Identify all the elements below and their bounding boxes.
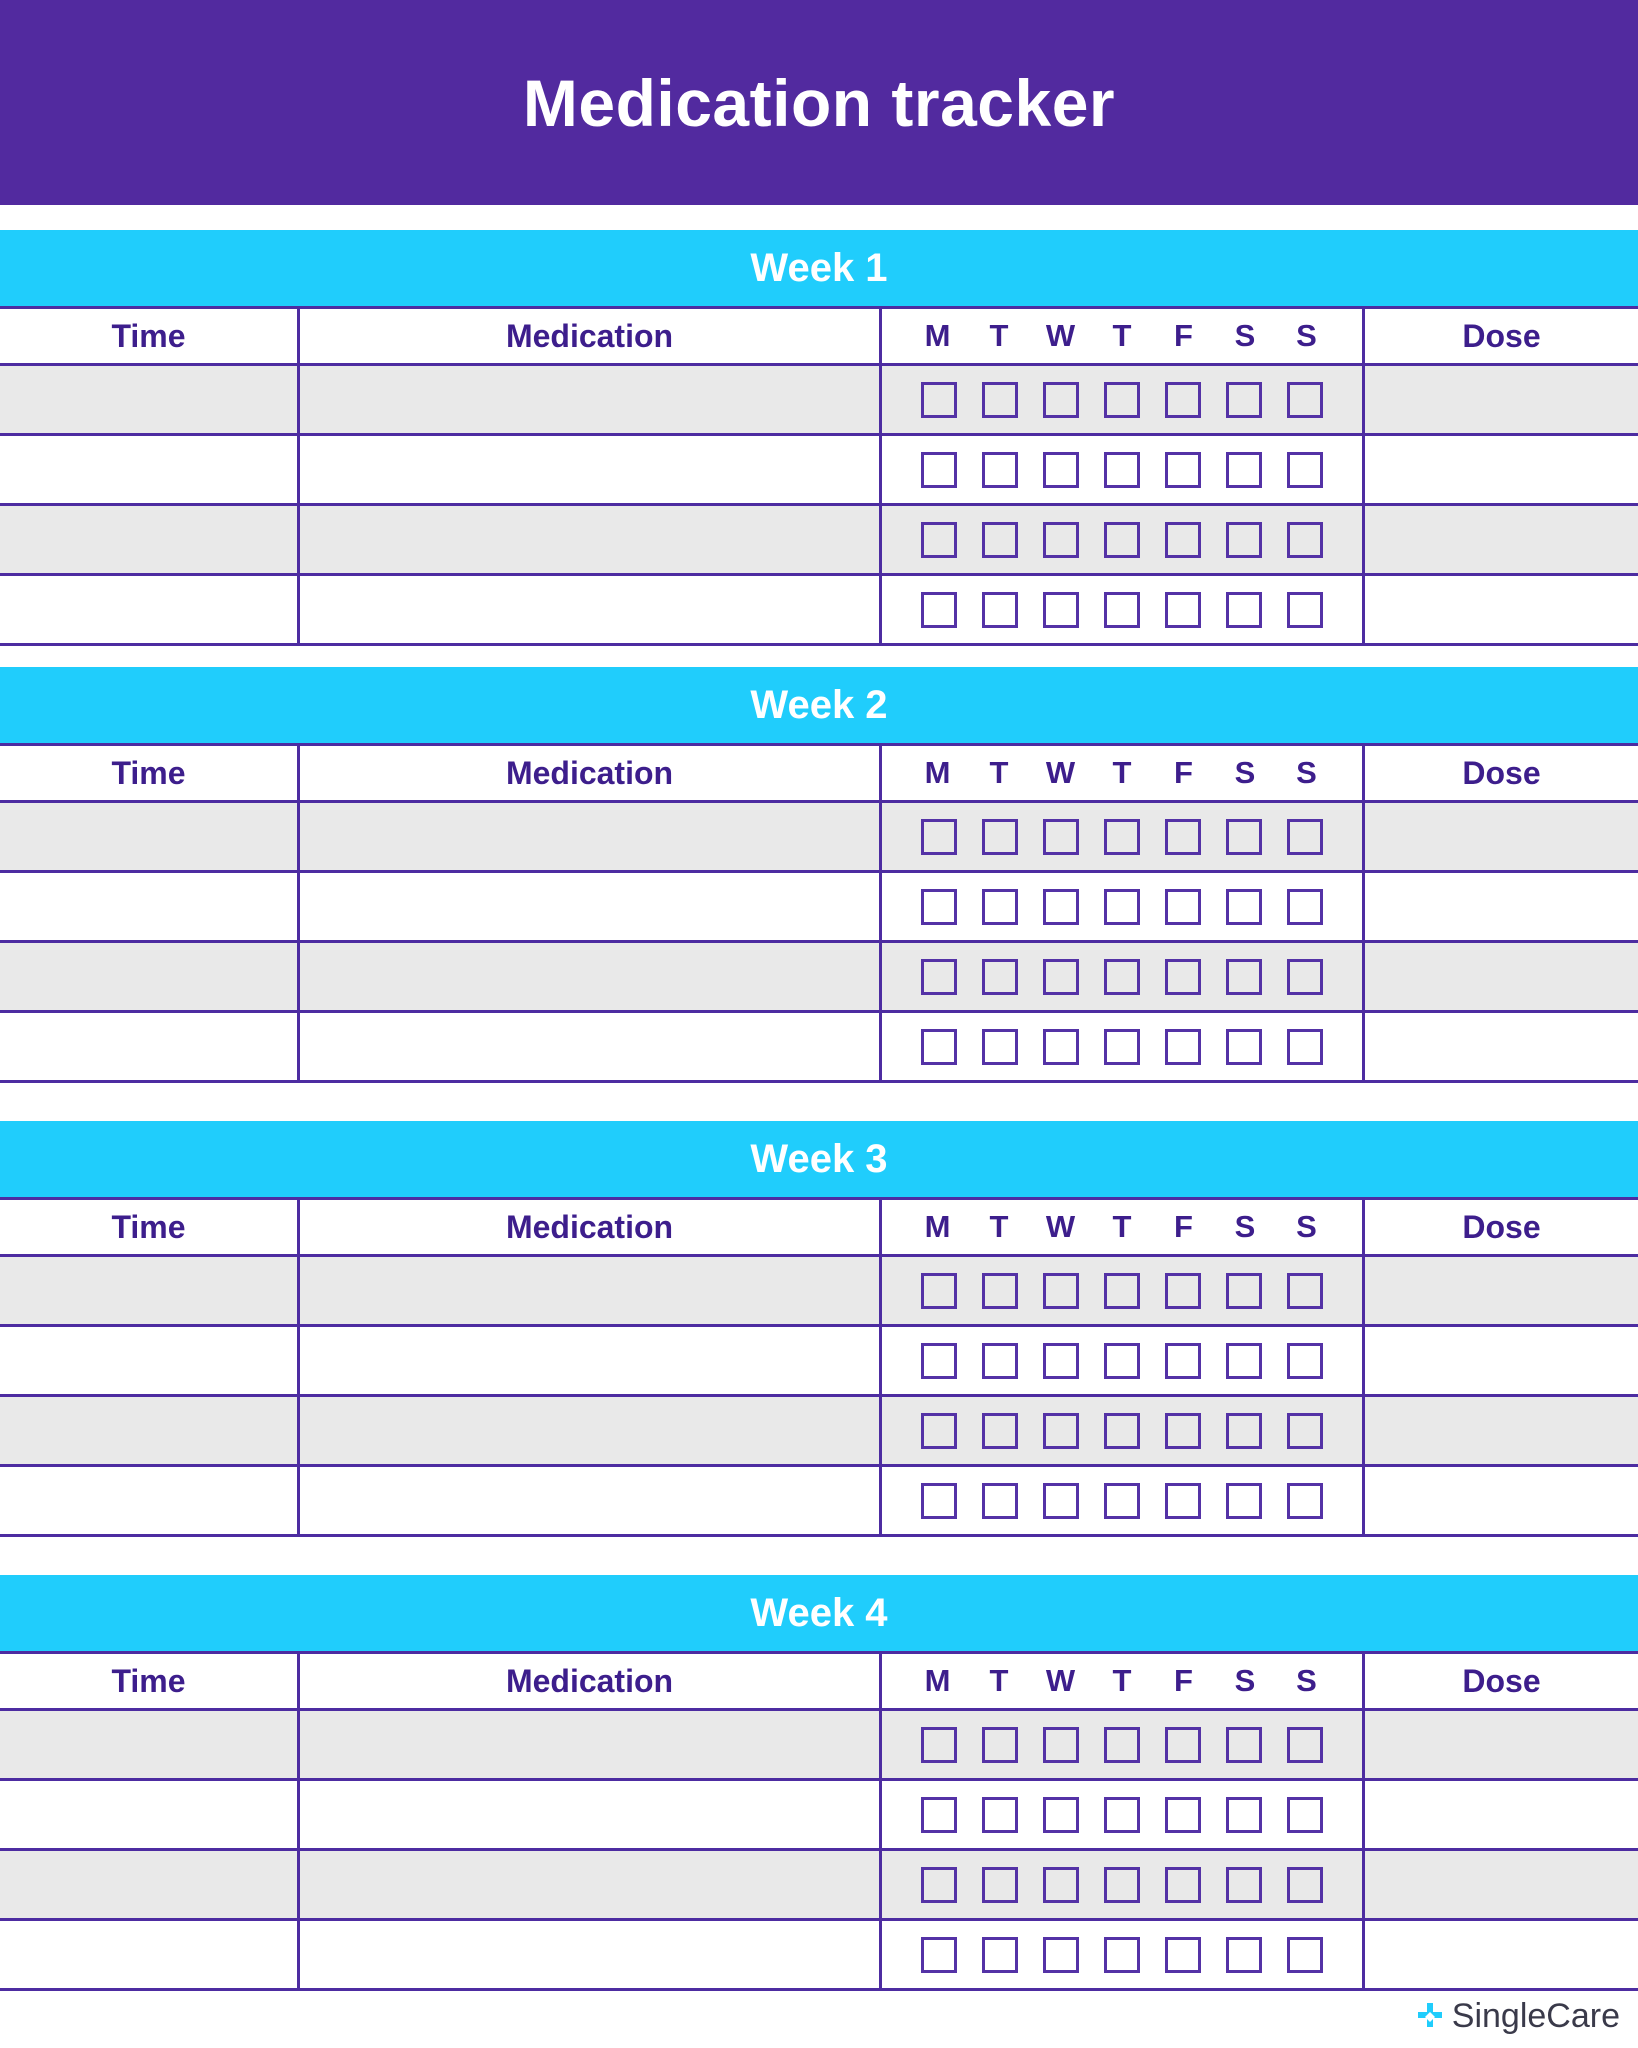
day-checkbox[interactable]: [1287, 1273, 1323, 1309]
day-label: W: [1045, 318, 1076, 353]
medication-cell[interactable]: [300, 1851, 882, 1918]
week-section: [0, 230, 1638, 646]
day-label: T: [1112, 1663, 1132, 1698]
dose-cell[interactable]: [1365, 1851, 1638, 1918]
day-checkbox[interactable]: [1165, 1937, 1201, 1973]
day-checkbox[interactable]: [1043, 1273, 1079, 1309]
page-header: [0, 0, 1638, 205]
day-checkboxes: [882, 803, 1365, 870]
medication-cell[interactable]: [300, 1013, 882, 1080]
day-checkbox[interactable]: [982, 1867, 1018, 1903]
day-checkbox[interactable]: [1226, 592, 1262, 628]
time-cell[interactable]: [0, 803, 300, 870]
day-checkboxes: [882, 1851, 1365, 1918]
day-checkbox[interactable]: [1165, 1273, 1201, 1309]
dose-cell[interactable]: [1365, 1781, 1638, 1848]
day-checkbox[interactable]: [1165, 522, 1201, 558]
dose-cell[interactable]: [1365, 1397, 1638, 1464]
medication-cell[interactable]: [300, 1257, 882, 1324]
day-checkbox[interactable]: [921, 1937, 957, 1973]
day-checkbox[interactable]: [1165, 1483, 1201, 1519]
day-checkboxes: [882, 1327, 1365, 1394]
day-checkbox[interactable]: [1226, 1937, 1262, 1973]
medication-cell[interactable]: [300, 873, 882, 940]
day-checkbox[interactable]: [1226, 1413, 1262, 1449]
day-checkbox[interactable]: [982, 1937, 1018, 1973]
day-checkbox[interactable]: [921, 959, 957, 995]
day-checkboxes: [882, 1921, 1365, 1988]
week-table: [0, 1197, 1638, 1537]
day-checkbox[interactable]: [921, 382, 957, 418]
day-checkbox[interactable]: [1287, 592, 1323, 628]
day-checkbox[interactable]: [1043, 1937, 1079, 1973]
day-checkbox[interactable]: [921, 889, 957, 925]
dose-cell[interactable]: [1365, 576, 1638, 643]
dose-cell[interactable]: [1365, 943, 1638, 1010]
days-column-header: [882, 746, 1365, 800]
day-checkbox[interactable]: [982, 1029, 1018, 1065]
day-checkbox[interactable]: [982, 889, 1018, 925]
day-checkbox[interactable]: [1226, 1343, 1262, 1379]
time-cell[interactable]: [0, 1781, 300, 1848]
day-checkbox[interactable]: [1226, 522, 1262, 558]
day-checkbox[interactable]: [1043, 382, 1079, 418]
table-row: [0, 943, 1638, 1013]
day-checkbox[interactable]: [1043, 1029, 1079, 1065]
table-row: [0, 1257, 1638, 1327]
day-checkbox[interactable]: [1287, 1937, 1323, 1973]
dose-cell[interactable]: [1365, 1327, 1638, 1394]
dose-column-header: Dose: [1462, 754, 1541, 791]
table-row: [0, 366, 1638, 436]
day-checkbox[interactable]: [982, 522, 1018, 558]
table-row: [0, 1711, 1638, 1781]
day-checkbox[interactable]: [1043, 819, 1079, 855]
day-checkbox[interactable]: [921, 1797, 957, 1833]
day-label: S: [1234, 1209, 1256, 1244]
medication-cell[interactable]: [300, 1327, 882, 1394]
dose-cell[interactable]: [1365, 803, 1638, 870]
day-checkbox[interactable]: [1104, 1797, 1140, 1833]
day-checkbox[interactable]: [982, 1727, 1018, 1763]
day-checkbox[interactable]: [921, 1413, 957, 1449]
time-cell[interactable]: [0, 1013, 300, 1080]
day-checkbox[interactable]: [1226, 452, 1262, 488]
day-label: F: [1174, 1209, 1193, 1244]
day-label: W: [1045, 1663, 1076, 1698]
day-checkboxes: [882, 943, 1365, 1010]
table-row: [0, 1327, 1638, 1397]
day-checkbox[interactable]: [1287, 382, 1323, 418]
medication-cell[interactable]: [300, 506, 882, 573]
day-checkbox[interactable]: [1226, 889, 1262, 925]
table-header-row: [0, 1197, 1638, 1257]
day-label: T: [1112, 318, 1132, 353]
dose-column-header: Dose: [1462, 1662, 1541, 1699]
day-checkbox[interactable]: [1226, 382, 1262, 418]
day-checkbox[interactable]: [1043, 592, 1079, 628]
day-checkbox[interactable]: [1043, 1727, 1079, 1763]
day-checkboxes: [882, 873, 1365, 940]
table-row: [0, 576, 1638, 646]
day-checkbox[interactable]: [1165, 452, 1201, 488]
medication-cell[interactable]: [300, 1397, 882, 1464]
day-checkbox[interactable]: [1104, 959, 1140, 995]
singlecare-logo: [1414, 1997, 1620, 2036]
week-section: [0, 1121, 1638, 1537]
time-cell[interactable]: [0, 366, 300, 433]
day-checkbox[interactable]: [982, 819, 1018, 855]
day-checkbox[interactable]: [1165, 592, 1201, 628]
day-label: W: [1045, 755, 1076, 790]
day-checkbox[interactable]: [1043, 1797, 1079, 1833]
time-column-header: Time: [0, 746, 300, 800]
table-row: [0, 1851, 1638, 1921]
medication-cell[interactable]: [300, 1781, 882, 1848]
day-label: T: [1112, 1209, 1132, 1244]
day-checkbox[interactable]: [1287, 1867, 1323, 1903]
day-label: M: [924, 1209, 951, 1244]
table-row: [0, 1467, 1638, 1537]
time-cell[interactable]: [0, 1327, 300, 1394]
day-checkbox[interactable]: [982, 592, 1018, 628]
day-label: S: [1234, 755, 1256, 790]
day-checkbox[interactable]: [1104, 452, 1140, 488]
day-label: M: [924, 755, 951, 790]
day-checkbox[interactable]: [1104, 1343, 1140, 1379]
day-checkbox[interactable]: [1165, 1343, 1201, 1379]
dose-column-header: Dose: [1462, 1208, 1541, 1245]
day-checkbox[interactable]: [1043, 1343, 1079, 1379]
logo-text: SingleCare: [1451, 1997, 1620, 2035]
medication-cell[interactable]: [300, 366, 882, 433]
table-header-row: [0, 743, 1638, 803]
table-row: [0, 1921, 1638, 1991]
day-checkbox[interactable]: [1104, 1483, 1140, 1519]
day-checkbox[interactable]: [982, 1273, 1018, 1309]
day-checkbox[interactable]: [1165, 1867, 1201, 1903]
day-checkbox[interactable]: [1104, 889, 1140, 925]
day-label: S: [1234, 318, 1256, 353]
dose-cell[interactable]: [1365, 506, 1638, 573]
medication-cell[interactable]: [300, 943, 882, 1010]
day-label: T: [989, 755, 1009, 790]
day-checkbox[interactable]: [1165, 1727, 1201, 1763]
table-header-row: [0, 306, 1638, 366]
day-checkbox[interactable]: [1043, 1867, 1079, 1903]
day-checkboxes: [882, 1397, 1365, 1464]
medication-cell[interactable]: [300, 803, 882, 870]
table-row: [0, 506, 1638, 576]
week-table: [0, 306, 1638, 646]
table-row: [0, 873, 1638, 943]
dose-cell[interactable]: [1365, 1013, 1638, 1080]
dose-cell[interactable]: [1365, 1921, 1638, 1988]
dose-cell[interactable]: [1365, 873, 1638, 940]
days-column-header: [882, 309, 1365, 363]
day-checkboxes: [882, 1013, 1365, 1080]
day-checkbox[interactable]: [1104, 382, 1140, 418]
day-checkbox[interactable]: [1226, 1867, 1262, 1903]
day-checkbox[interactable]: [982, 959, 1018, 995]
days-column-header: [882, 1654, 1365, 1708]
dose-cell[interactable]: [1365, 366, 1638, 433]
day-label: F: [1174, 755, 1193, 790]
day-checkboxes: [882, 576, 1365, 643]
day-checkbox[interactable]: [921, 522, 957, 558]
day-label: S: [1296, 1663, 1317, 1698]
day-checkbox[interactable]: [1165, 959, 1201, 995]
day-checkbox[interactable]: [921, 1727, 957, 1763]
day-label: T: [989, 1663, 1009, 1698]
day-checkbox[interactable]: [1226, 1797, 1262, 1833]
day-checkbox[interactable]: [1104, 1867, 1140, 1903]
time-cell[interactable]: [0, 1921, 300, 1988]
day-checkbox[interactable]: [1226, 959, 1262, 995]
day-checkbox[interactable]: [1287, 959, 1323, 995]
table-header-row: [0, 1651, 1638, 1711]
day-checkbox[interactable]: [1043, 522, 1079, 558]
medication-cell[interactable]: [300, 1711, 882, 1778]
medication-cell[interactable]: [300, 1921, 882, 1988]
day-label: T: [1112, 755, 1132, 790]
medication-column-header: Medication: [300, 1200, 882, 1254]
table-row: [0, 1781, 1638, 1851]
week-table: [0, 1651, 1638, 1991]
time-cell[interactable]: [0, 436, 300, 503]
day-checkboxes: [882, 1781, 1365, 1848]
day-checkbox[interactable]: [1165, 1413, 1201, 1449]
day-checkbox[interactable]: [1165, 1029, 1201, 1065]
week-section: [0, 667, 1638, 1083]
table-row: [0, 1397, 1638, 1467]
day-checkbox[interactable]: [1104, 819, 1140, 855]
day-checkbox[interactable]: [1226, 1727, 1262, 1763]
day-checkbox[interactable]: [921, 452, 957, 488]
day-label: S: [1296, 1209, 1317, 1244]
day-checkbox[interactable]: [1287, 1413, 1323, 1449]
day-label: F: [1174, 318, 1193, 353]
week-table: [0, 743, 1638, 1083]
dose-cell[interactable]: [1365, 1467, 1638, 1534]
table-row: [0, 1013, 1638, 1083]
day-checkbox[interactable]: [1165, 1797, 1201, 1833]
day-checkboxes: [882, 436, 1365, 503]
day-checkbox[interactable]: [921, 1483, 957, 1519]
week-banner: Week 2: [0, 667, 1638, 743]
day-checkbox[interactable]: [1287, 889, 1323, 925]
medication-cell[interactable]: [300, 576, 882, 643]
medication-column-header: Medication: [300, 1654, 882, 1708]
day-checkbox[interactable]: [921, 1343, 957, 1379]
day-checkbox[interactable]: [1287, 1343, 1323, 1379]
medication-column-header: Medication: [300, 746, 882, 800]
time-column-header: Time: [0, 309, 300, 363]
day-checkbox[interactable]: [1226, 1273, 1262, 1309]
day-checkbox[interactable]: [1287, 1797, 1323, 1833]
day-checkbox[interactable]: [1043, 959, 1079, 995]
day-checkboxes: [882, 1711, 1365, 1778]
day-checkbox[interactable]: [1104, 592, 1140, 628]
table-row: [0, 803, 1638, 873]
week-banner: Week 4: [0, 1575, 1638, 1651]
day-label: S: [1296, 318, 1317, 353]
day-checkboxes: [882, 1467, 1365, 1534]
week-banner: Week 1: [0, 230, 1638, 306]
dose-cell[interactable]: [1365, 1711, 1638, 1778]
medication-cell[interactable]: [300, 436, 882, 503]
day-checkbox[interactable]: [982, 382, 1018, 418]
day-checkbox[interactable]: [1165, 889, 1201, 925]
day-checkbox[interactable]: [1043, 452, 1079, 488]
day-checkbox[interactable]: [1287, 1727, 1323, 1763]
day-checkbox[interactable]: [982, 452, 1018, 488]
day-checkbox[interactable]: [1165, 819, 1201, 855]
day-checkbox[interactable]: [1226, 1029, 1262, 1065]
time-cell[interactable]: [0, 943, 300, 1010]
dose-cell[interactable]: [1365, 436, 1638, 503]
day-checkbox[interactable]: [921, 1273, 957, 1309]
day-checkbox[interactable]: [921, 1029, 957, 1065]
time-column-header: Time: [0, 1654, 300, 1708]
day-checkbox[interactable]: [1104, 1029, 1140, 1065]
day-checkbox[interactable]: [1104, 1727, 1140, 1763]
medication-cell[interactable]: [300, 1467, 882, 1534]
day-label: T: [989, 1209, 1009, 1244]
day-checkbox[interactable]: [1104, 522, 1140, 558]
dose-cell[interactable]: [1365, 1257, 1638, 1324]
day-checkbox[interactable]: [1226, 819, 1262, 855]
time-cell[interactable]: [0, 1397, 300, 1464]
time-cell[interactable]: [0, 1467, 300, 1534]
day-label: S: [1234, 1663, 1256, 1698]
day-checkbox[interactable]: [1165, 382, 1201, 418]
week-section: [0, 1575, 1638, 1991]
time-cell[interactable]: [0, 1851, 300, 1918]
day-checkbox[interactable]: [1287, 522, 1323, 558]
dose-column-header: Dose: [1462, 317, 1541, 354]
day-checkbox[interactable]: [921, 1867, 957, 1903]
day-checkbox[interactable]: [1043, 1483, 1079, 1519]
day-checkbox[interactable]: [982, 1413, 1018, 1449]
day-checkbox[interactable]: [1287, 1029, 1323, 1065]
day-checkbox[interactable]: [1104, 1937, 1140, 1973]
day-checkboxes: [882, 366, 1365, 433]
day-checkboxes: [882, 1257, 1365, 1324]
week-banner: Week 3: [0, 1121, 1638, 1197]
time-cell[interactable]: [0, 873, 300, 940]
day-label: T: [989, 318, 1009, 353]
day-label: M: [924, 318, 951, 353]
time-cell[interactable]: [0, 1711, 300, 1778]
day-checkbox[interactable]: [982, 1343, 1018, 1379]
day-checkbox[interactable]: [1043, 889, 1079, 925]
day-checkbox[interactable]: [982, 1797, 1018, 1833]
day-checkboxes: [882, 506, 1365, 573]
time-column-header: Time: [0, 1200, 300, 1254]
singlecare-cross-icon: [1414, 2001, 1446, 2033]
time-cell[interactable]: [0, 1257, 300, 1324]
days-column-header: [882, 1200, 1365, 1254]
day-checkbox[interactable]: [1226, 1483, 1262, 1519]
day-checkbox[interactable]: [1043, 1413, 1079, 1449]
table-row: [0, 436, 1638, 506]
time-cell[interactable]: [0, 576, 300, 643]
time-cell[interactable]: [0, 506, 300, 573]
day-checkbox[interactable]: [921, 592, 957, 628]
day-label: S: [1296, 755, 1317, 790]
page-title: Medication tracker: [522, 65, 1116, 140]
day-checkbox[interactable]: [1287, 452, 1323, 488]
day-label: W: [1045, 1209, 1076, 1244]
day-label: F: [1174, 1663, 1193, 1698]
medication-column-header: Medication: [300, 309, 882, 363]
day-checkbox[interactable]: [1287, 819, 1323, 855]
day-checkbox[interactable]: [921, 819, 957, 855]
day-checkbox[interactable]: [1287, 1483, 1323, 1519]
day-checkbox[interactable]: [1104, 1273, 1140, 1309]
day-label: M: [924, 1663, 951, 1698]
day-checkbox[interactable]: [1104, 1413, 1140, 1449]
day-checkbox[interactable]: [982, 1483, 1018, 1519]
